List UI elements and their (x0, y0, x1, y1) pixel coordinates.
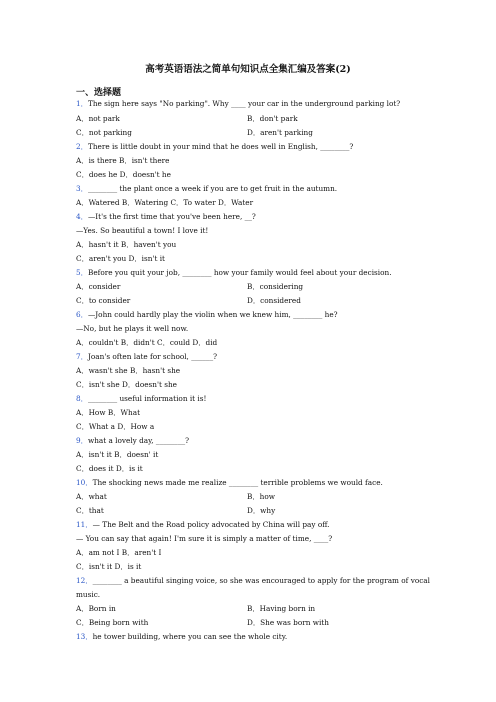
question-text: Before you quit your job, ________ how your family would feel about your decision. (87, 268, 392, 277)
option-right: B．Having born in (247, 604, 316, 613)
question-text: he tower building, where you can see the whole city. (92, 632, 288, 641)
question-number: 4． (76, 212, 88, 221)
question-number: 6． (76, 310, 88, 319)
option-row (76, 282, 120, 291)
question-number: 5． (76, 268, 88, 277)
question-text: The sign here says "No parking". Why ____ your car in the underground parking lot? (87, 99, 401, 108)
question-text: —It's the first time that you've been here, __? (87, 212, 256, 221)
question-number: 8． (76, 394, 88, 403)
text-line: A．am not I B．aren't I (76, 548, 162, 557)
question-text: ________ useful information it is! (87, 394, 207, 403)
question-number: 2． (76, 142, 88, 151)
option-left: A．what (76, 492, 107, 501)
question-stem (76, 310, 338, 319)
question-stem (76, 478, 383, 487)
option-row (76, 128, 132, 137)
question-stem (76, 142, 353, 151)
option-right: B．how (247, 492, 275, 501)
question-number: 9． (76, 436, 88, 445)
option-left: A．not park (76, 114, 120, 123)
text-line: A．couldn't B．didn't C．could D．did (76, 338, 218, 347)
option-right: D．She was born with (247, 618, 329, 627)
text-line: C．isn't it D．is it (76, 562, 142, 571)
option-left: C．to consider (76, 296, 131, 305)
question-number: 3． (76, 184, 88, 193)
option-right: D．considered (247, 296, 301, 305)
option-left: A．consider (76, 282, 121, 291)
option-right: B．don't park (247, 114, 298, 123)
question-stem (76, 632, 287, 641)
question-stem (76, 436, 189, 445)
question-stem (76, 352, 217, 361)
text-line: A．hasn't it B．haven't you (76, 240, 177, 249)
text-line: —Yes. So beautiful a town! I love it! (76, 226, 209, 235)
text-line: A．Watered B．Watering C．To water D．Water (76, 198, 254, 207)
option-left: C．that (76, 506, 104, 515)
text-line: A．wasn't she B．hasn't she (76, 366, 181, 375)
option-row (76, 604, 116, 613)
option-row (76, 296, 130, 305)
option-row (76, 506, 104, 515)
question-text: Joan's often late for school, ______? (87, 352, 218, 361)
text-line: music. (76, 590, 101, 599)
question-stem (76, 184, 337, 193)
page-title: 高考英语语法之简单句知识点全集汇编及答案(2) (145, 64, 351, 75)
question-text: ________ a beautiful singing voice, so she was encouraged to apply for the program of vocal (92, 576, 430, 585)
option-right: B．considering (247, 282, 304, 291)
question-text: ________ the plant once a week if you are to get fruit in the autumn. (87, 184, 338, 193)
question-stem (76, 520, 329, 529)
question-number: 7． (76, 352, 88, 361)
option-right: D．why (247, 506, 276, 515)
text-line: —No, but he plays it well now. (76, 324, 189, 333)
text-line: A．is there B．isn't there (76, 156, 170, 165)
text-line: C．does it D．is it (76, 464, 143, 473)
question-number: 13． (76, 632, 93, 641)
question-text: what a lovely day, ________? (87, 436, 190, 445)
text-line: A．How B．What (76, 408, 141, 417)
option-left: A．Born in (76, 604, 116, 613)
option-row (76, 618, 148, 627)
question-text: The shocking news made me realize ________ terrible problems we would face. (92, 478, 383, 487)
question-text: —John could hardly play the violin when we knew him, ________ he? (87, 310, 338, 319)
question-number: 1． (76, 99, 88, 108)
text-line: — You can say that again! I'm sure it is simply a matter of time, ____? (76, 534, 333, 543)
question-number: 11． (76, 520, 93, 529)
question-text: There is little doubt in your mind that he does well in English, ________? (87, 142, 354, 151)
option-right: D．aren't parking (247, 128, 313, 137)
question-stem (76, 212, 256, 221)
text-line: C．aren't you D．isn't it (76, 254, 165, 263)
question-stem (76, 394, 206, 403)
option-left: C．Being born with (76, 618, 149, 627)
question-stem (76, 99, 400, 108)
text-line: C．What a D．How a (76, 422, 155, 431)
option-row (76, 114, 120, 123)
question-number: 10． (76, 478, 93, 487)
option-row (76, 492, 107, 501)
question-stem (76, 268, 392, 277)
question-text: — The Belt and the Road policy advocated by China will pay off. (92, 520, 330, 529)
question-stem (76, 576, 430, 585)
text-line: C．isn't she D．doesn't she (76, 380, 177, 389)
text-line: C．does he D．doesn't he (76, 170, 171, 179)
text-line: A．isn't it B．doesn' it (76, 450, 159, 459)
option-left: C．not parking (76, 128, 132, 137)
section-heading: 一、选择题 (76, 88, 122, 98)
question-number: 12． (76, 576, 93, 585)
